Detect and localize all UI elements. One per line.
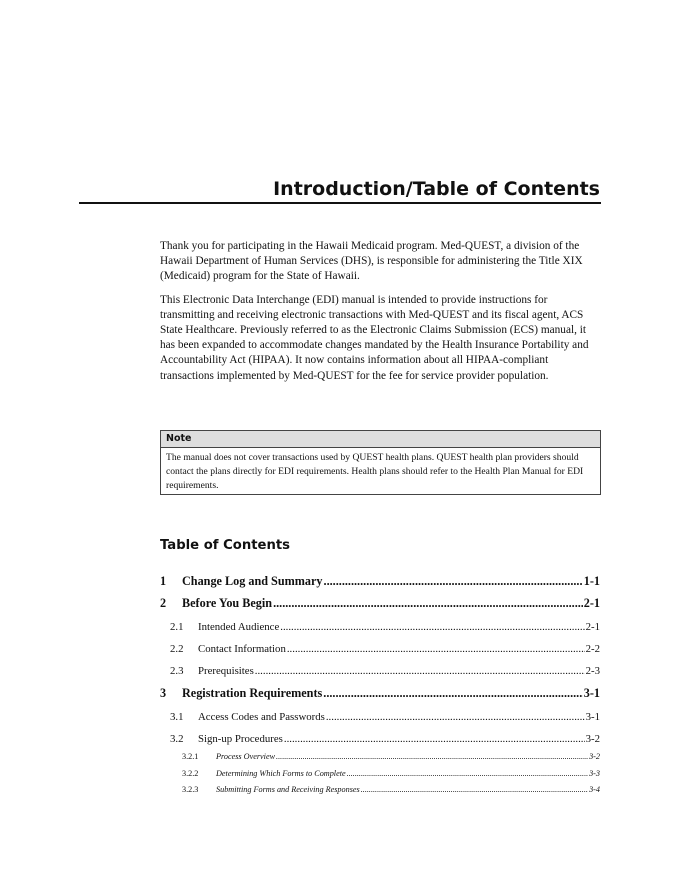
toc-entry[interactable]: [160, 785, 600, 794]
intro-section: [160, 239, 601, 392]
toc-leader-dots: [361, 785, 588, 794]
note-text: The manual does not cover transactions used by QUEST health plans. QUEST health plan providers should contact the plans directly for EDI requirements. Health plans should refer to the Health Plan Manual for EDI requirements.: [166, 452, 584, 491]
toc-entry-number: 3.1: [170, 711, 184, 723]
note-label: Note: [161, 431, 600, 448]
intro-paragraph: Thank you for participating in the Hawaii Medicaid program. Med-QUEST, a division of the Hawaii Department of Human Services (DHS), is responsible for administering the Title XIX (Medicaid) program for the State of Hawaii.: [160, 240, 583, 283]
toc-leader-dots: [287, 643, 585, 655]
toc-entry-page[interactable]: 3-2: [585, 733, 600, 745]
toc-entry[interactable]: [160, 621, 600, 633]
toc-entry-label[interactable]: Before You Begin: [182, 596, 273, 610]
toc-entry-page[interactable]: 3-3: [589, 769, 600, 778]
toc-entry-page[interactable]: 2-3: [585, 665, 600, 677]
toc-entry-number: 1: [160, 574, 167, 588]
toc-entry-label[interactable]: Change Log and Summary: [182, 574, 323, 588]
toc-entry-label[interactable]: Process Overview: [216, 752, 276, 761]
toc-entry[interactable]: [160, 596, 600, 611]
toc-leader-dots: [255, 665, 585, 677]
toc-leader-dots: [326, 711, 585, 723]
toc-entry-number: 2.3: [170, 665, 184, 677]
toc-entry-label[interactable]: Registration Requirements: [182, 686, 323, 700]
toc-entry-label[interactable]: Prerequisites: [198, 665, 254, 677]
toc-entry-page[interactable]: 3-2: [589, 752, 600, 761]
page-title: Introduction/Table of Contents: [273, 178, 600, 200]
toc-leader-dots: [276, 752, 588, 761]
toc-entry[interactable]: [160, 574, 600, 589]
toc-entry[interactable]: [160, 643, 600, 655]
toc-entry-number: 3: [160, 686, 167, 700]
toc-entry-number: 3.2.3: [182, 785, 199, 794]
toc-entry-label[interactable]: Contact Information: [198, 643, 286, 655]
toc-entry-page[interactable]: 3-4: [589, 785, 600, 794]
toc-entry-number: 3.2.2: [182, 769, 199, 778]
toc-entry-label[interactable]: Sign-up Procedures: [198, 733, 283, 745]
intro-paragraph: This Electronic Data Interchange (EDI) manual is intended to provide instructions for transmitting and receiving electronic transactions with Med-QUEST and its fiscal agent, ACS State Healthcare. Previously referred to as the Electronic Claims Submission (ECS) manual, it has been expanded to accommodate changes mandated by the Health Insurance Portability and Accountability Act (HIPAA). It now contains information about all HIPAA-compliant transactions implemented by Med-QUEST for the fee for service provider population.: [160, 293, 589, 382]
toc-entry[interactable]: [160, 711, 600, 723]
toc-entry-page[interactable]: 2-1: [585, 621, 600, 633]
toc-entry-label[interactable]: Access Codes and Passwords: [198, 711, 325, 723]
toc-entry-number: 2.1: [170, 621, 184, 633]
toc-leader-dots: [273, 596, 583, 611]
title-divider: [79, 202, 601, 204]
toc-entry-label[interactable]: Submitting Forms and Receiving Responses: [216, 785, 360, 794]
toc-entry[interactable]: [160, 752, 600, 761]
toc-entry-page[interactable]: 1-1: [583, 574, 600, 588]
toc-leader-dots: [284, 733, 585, 745]
toc-entry-number: 3.2.1: [182, 752, 199, 761]
toc-entry[interactable]: [160, 769, 600, 778]
note-box: [160, 430, 601, 495]
toc-heading: Table of Contents: [160, 538, 290, 553]
toc-leader-dots: [347, 769, 588, 778]
toc-entry[interactable]: [160, 686, 600, 701]
toc-entry-number: 2.2: [170, 643, 184, 655]
toc-entry-page[interactable]: 2-1: [583, 596, 600, 610]
toc-entry[interactable]: [160, 733, 600, 745]
toc-entry[interactable]: [160, 665, 600, 677]
toc-leader-dots: [323, 686, 582, 701]
toc-leader-dots: [324, 574, 583, 589]
toc-entry-number: 3.2: [170, 733, 184, 745]
toc-entry-page[interactable]: 3-1: [585, 711, 600, 723]
toc-entry-page[interactable]: 3-1: [583, 686, 600, 700]
toc-entry-label[interactable]: Intended Audience: [198, 621, 280, 633]
toc-entry-number: 2: [160, 596, 167, 610]
toc-leader-dots: [280, 621, 584, 633]
toc-entry-label[interactable]: Determining Which Forms to Complete: [216, 769, 346, 778]
toc-entry-page[interactable]: 2-2: [585, 643, 600, 655]
